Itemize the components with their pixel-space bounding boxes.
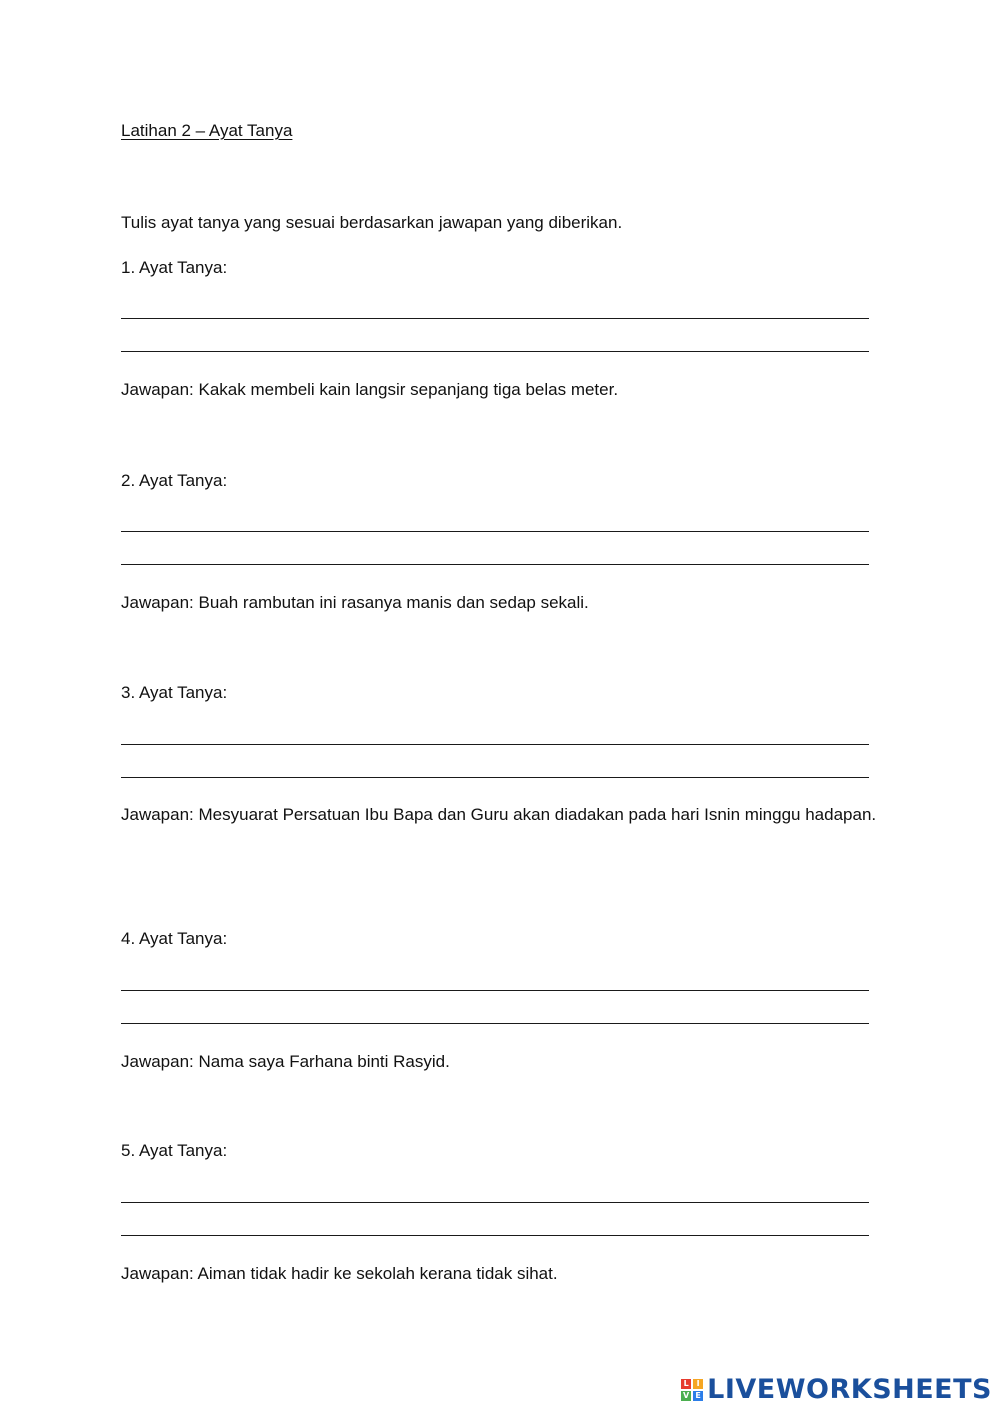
- page-title: Latihan 2 – Ayat Tanya: [121, 121, 293, 140]
- question-3-answer: Jawapan: Mesyuarat Persatuan Ibu Bapa dan Guru akan diadakan pada hari Isnin minggu hadapan.: [121, 805, 877, 824]
- question-3-line-1[interactable]: [121, 744, 869, 745]
- question-5-label: 5. Ayat Tanya:: [121, 1141, 228, 1160]
- logo-letter-e: E: [693, 1391, 703, 1401]
- question-4-label: 4. Ayat Tanya:: [121, 929, 228, 948]
- question-2-line-1[interactable]: [121, 531, 869, 532]
- question-5-answer: Jawapan: Aiman tidak hadir ke sekolah kerana tidak sihat.: [121, 1264, 558, 1283]
- question-2-answer: Jawapan: Buah rambutan ini rasanya manis dan sedap sekali.: [121, 593, 589, 612]
- logo-letter-v: V: [683, 1390, 690, 1400]
- logo-grid-icon: [681, 1379, 703, 1401]
- question-2-line-2[interactable]: [121, 564, 869, 565]
- question-3-label: 3. Ayat Tanya:: [121, 683, 228, 702]
- question-2-label: 2. Ayat Tanya:: [121, 471, 228, 490]
- instruction-text: Tulis ayat tanya yang sesuai berdasarkan jawapan yang diberikan.: [121, 213, 623, 232]
- question-4-line-2[interactable]: [121, 1023, 869, 1024]
- question-1-answer: Jawapan: Kakak membeli kain langsir sepanjang tiga belas meter.: [121, 380, 619, 399]
- question-3-line-2[interactable]: [121, 777, 869, 778]
- question-1-line-2[interactable]: [121, 351, 869, 352]
- question-4-answer: Jawapan: Nama saya Farhana binti Rasyid.: [121, 1052, 450, 1071]
- question-4-line-1[interactable]: [121, 990, 869, 991]
- logo-letter-l: L: [681, 1379, 691, 1389]
- question-5-line-2[interactable]: [121, 1235, 869, 1236]
- liveworksheets-logo[interactable]: [681, 1374, 992, 1405]
- question-1-label: 1. Ayat Tanya:: [121, 258, 228, 277]
- logo-letter-i: I: [693, 1379, 703, 1389]
- logo-text: LIVEWORKSHEETS: [707, 1374, 992, 1405]
- question-5-line-1[interactable]: [121, 1202, 869, 1203]
- question-1-line-1[interactable]: [121, 318, 869, 319]
